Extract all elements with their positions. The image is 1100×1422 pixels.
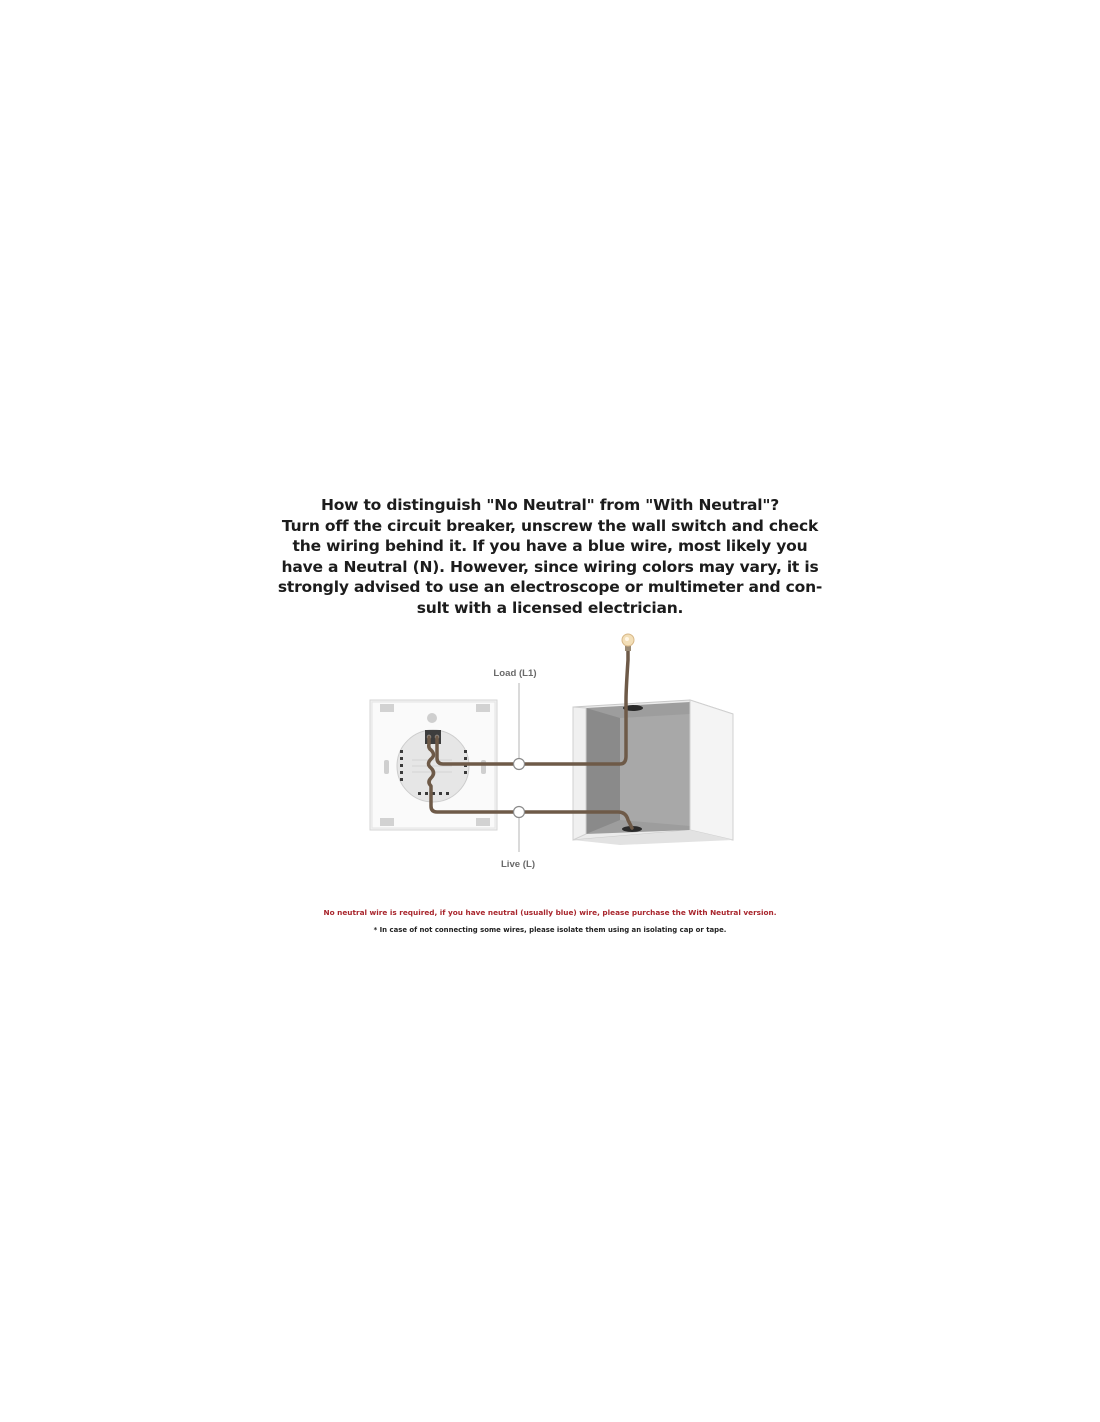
live-label: Live (L) (500, 859, 536, 870)
heading-line-3: the wiring behind it. If you have a blue wire, most likely you (292, 537, 808, 556)
heading-line-6: sult with a licensed electrician. (416, 598, 684, 617)
load-label: Load (L1) (493, 668, 537, 679)
heading-line-5: strongly advised to use an electroscope or multimeter and con- (277, 578, 823, 597)
heading-line-1: How to distinguish "No Neutral" from "With Neutral"? (320, 496, 780, 514)
heading-line-4: have a Neutral (N). However, since wiring colors may vary, it is (281, 557, 819, 576)
junction-box (573, 700, 733, 845)
isolation-note: * In case of not connecting some wires, please isolate them using an isolating cap or tape. (373, 926, 727, 934)
neutral-warning: No neutral wire is required, if you have neutral (usually blue) wire, please purchase the With Neutral version. (323, 908, 777, 917)
live-connection-dot (514, 807, 525, 818)
heading-line-2: Turn off the circuit breaker, unscrew the wall switch and check (281, 516, 819, 535)
load-connection-dot (514, 759, 525, 770)
light-bulb-icon (622, 634, 634, 651)
mounting-hole (427, 713, 437, 723)
